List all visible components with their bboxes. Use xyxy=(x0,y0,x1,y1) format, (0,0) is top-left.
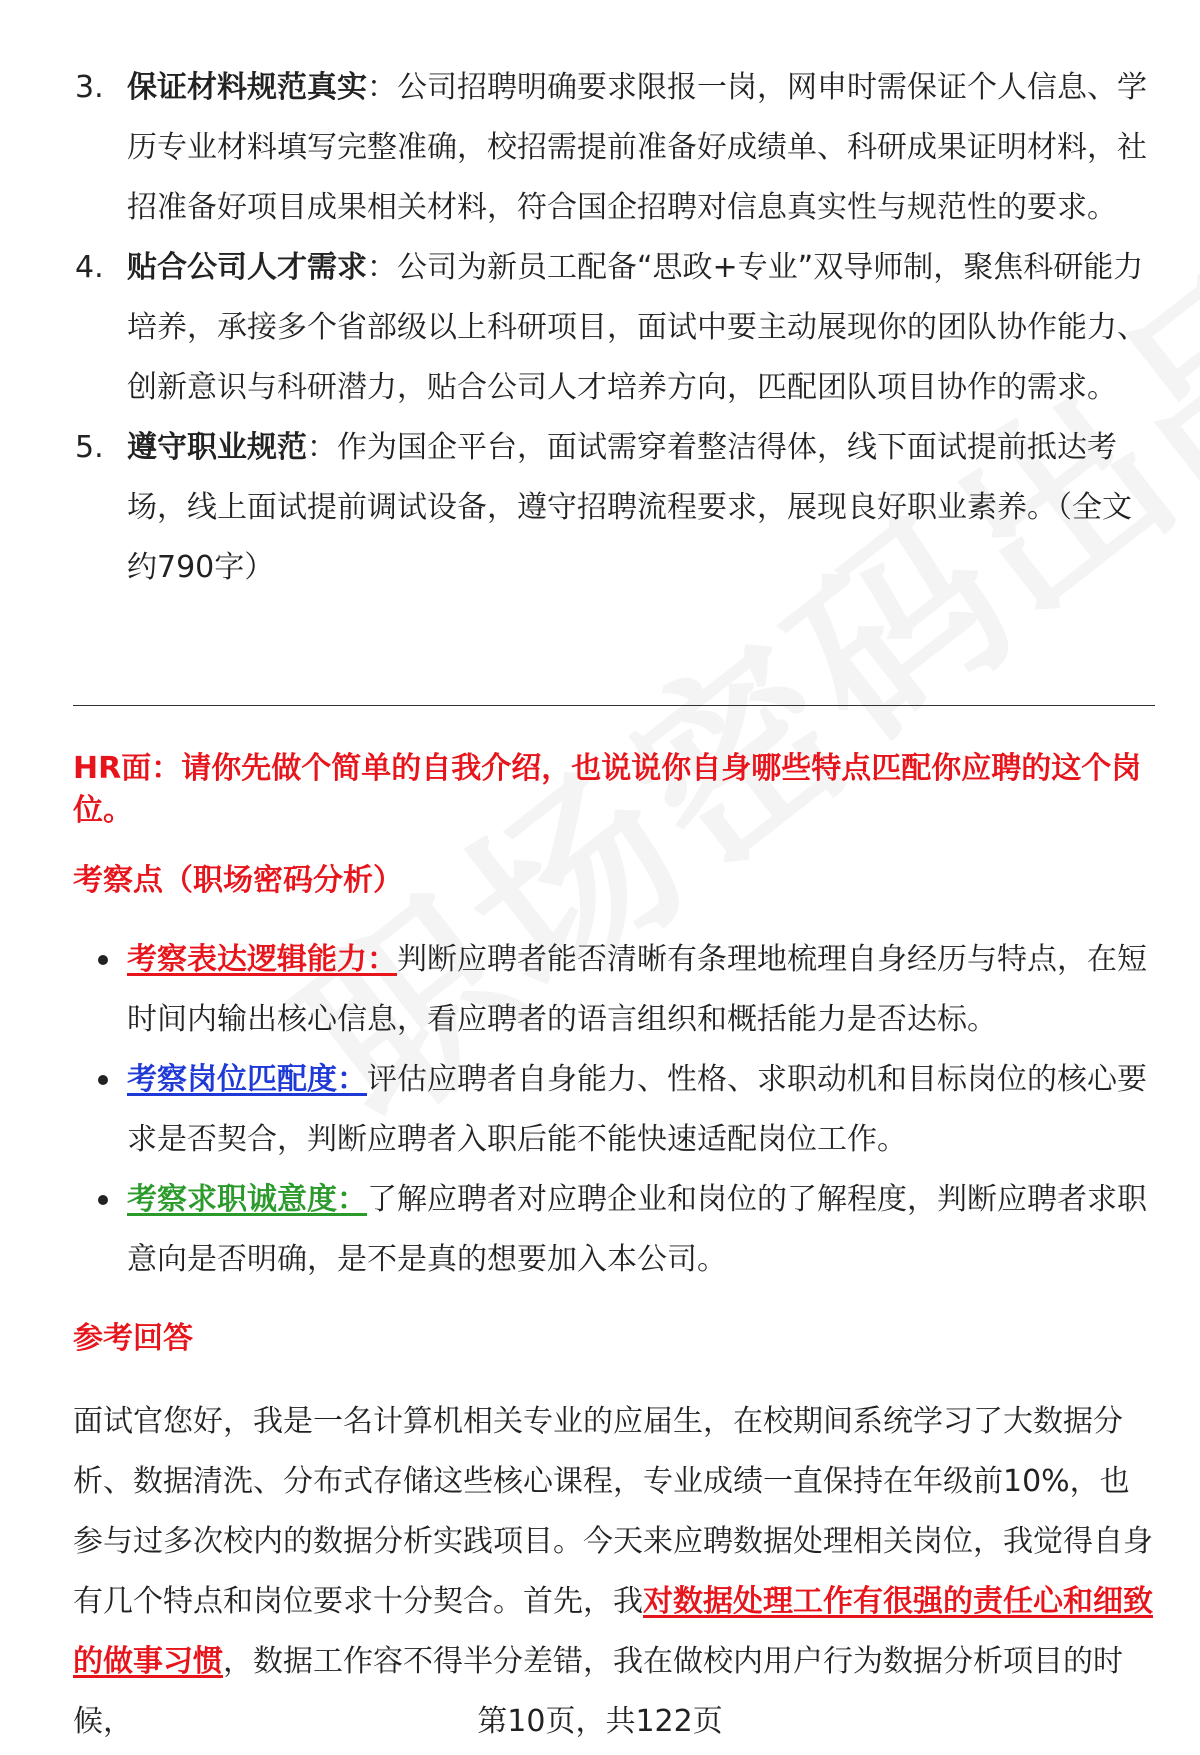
bullet-text: 判断应聘者能否清晰有条理地梳理自身经历与特点，在短时间内输出核心信息，看应聘者的语言组织和概括能力是否达标。 xyxy=(127,942,1147,1037)
numbered-list xyxy=(75,58,1155,598)
list-item-title: 遵守职业规范 xyxy=(127,430,307,465)
list-number: 4. xyxy=(75,250,104,285)
list-number: 3. xyxy=(75,70,104,105)
answer-highlight: 对数据处理工作有很强的责任心和细致的做事习惯 xyxy=(73,1584,1153,1679)
list-item-title: 保证材料规范真实 xyxy=(127,70,367,105)
section-divider xyxy=(73,705,1155,706)
list-item-text: ：作为国企平台，面试需穿着整洁得体，线下面试提前抵达考场，线上面试提前调试设备，遵守招聘流程要求，展现良好职业素养。（全文约790字） xyxy=(127,430,1132,585)
list-item xyxy=(75,238,1155,418)
bullet-text: 了解应聘者对应聘企业和岗位的了解程度，判断应聘者求职意向是否明确，是不是真的想要加入本公司。 xyxy=(127,1182,1147,1277)
bullet-dot-icon xyxy=(95,1050,127,1170)
bullet-dot-icon xyxy=(95,1170,127,1290)
reference-answer-heading: 参考回答 xyxy=(73,1321,193,1356)
list-item-text: ：公司招聘明确要求限报一岗，网申时需保证个人信息、学历专业材料填写完整准确，校招需提前准备好成绩单、科研成果证明材料，社招准备好项目成果相关材料，符合国企招聘对信息真实性与规范性的要求。 xyxy=(127,70,1147,225)
bullet-dot-icon xyxy=(95,930,127,1050)
answer-text: 面试官您好，我是一名计算机相关专业的应届生，在校期间系统学习了大数据分析、数据清洗、分布式存储这些核心课程，专业成绩一直保持在年级前10%，也参与过多次校内的数据分析实践项目。今天来应聘数据处理相关岗位，我觉得自身有几个特点和岗位要求十分契合。首先，我 xyxy=(73,1404,1153,1619)
bullet-text: 评估应聘者自身能力、性格、求职动机和目标岗位的核心要求是否契合，判断应聘者入职后能不能快速适配岗位工作。 xyxy=(127,1062,1147,1157)
answer-text-continued: ，数据工作容不得半分差错，我在做校内用户行为数据分析项目的时候， xyxy=(73,1644,1123,1739)
list-item xyxy=(95,1170,1155,1290)
list-item xyxy=(75,58,1155,238)
bullet-label: 考察表达逻辑能力： xyxy=(127,942,397,977)
bullet-label: 考察求职诚意度： xyxy=(127,1182,367,1217)
list-number: 5. xyxy=(75,430,104,465)
assessment-points-heading: 考察点（职场密码分析） xyxy=(73,863,403,898)
list-item-title: 贴合公司人才需求 xyxy=(127,250,367,285)
assessment-bullet-list xyxy=(95,930,1155,1290)
reference-answer-paragraph xyxy=(73,1392,1158,1752)
list-item xyxy=(95,930,1155,1050)
list-item xyxy=(95,1050,1155,1170)
bullet-label: 考察岗位匹配度： xyxy=(127,1062,367,1097)
page-number: 第10页，共122页 xyxy=(477,1704,723,1739)
list-item-text: ：公司为新员工配备“思政+专业”双导师制，聚焦科研能力培养，承接多个省部级以上科研项目，面试中要主动展现你的团队协作能力、创新意识与科研潜力，贴合公司人才培养方向，匹配团队项目协作的需求。 xyxy=(127,250,1147,405)
hr-question-heading: HR面：请你先做个简单的自我介绍，也说说你自身哪些特点匹配你应聘的这个岗位。 xyxy=(73,751,1142,828)
list-item xyxy=(75,418,1155,598)
